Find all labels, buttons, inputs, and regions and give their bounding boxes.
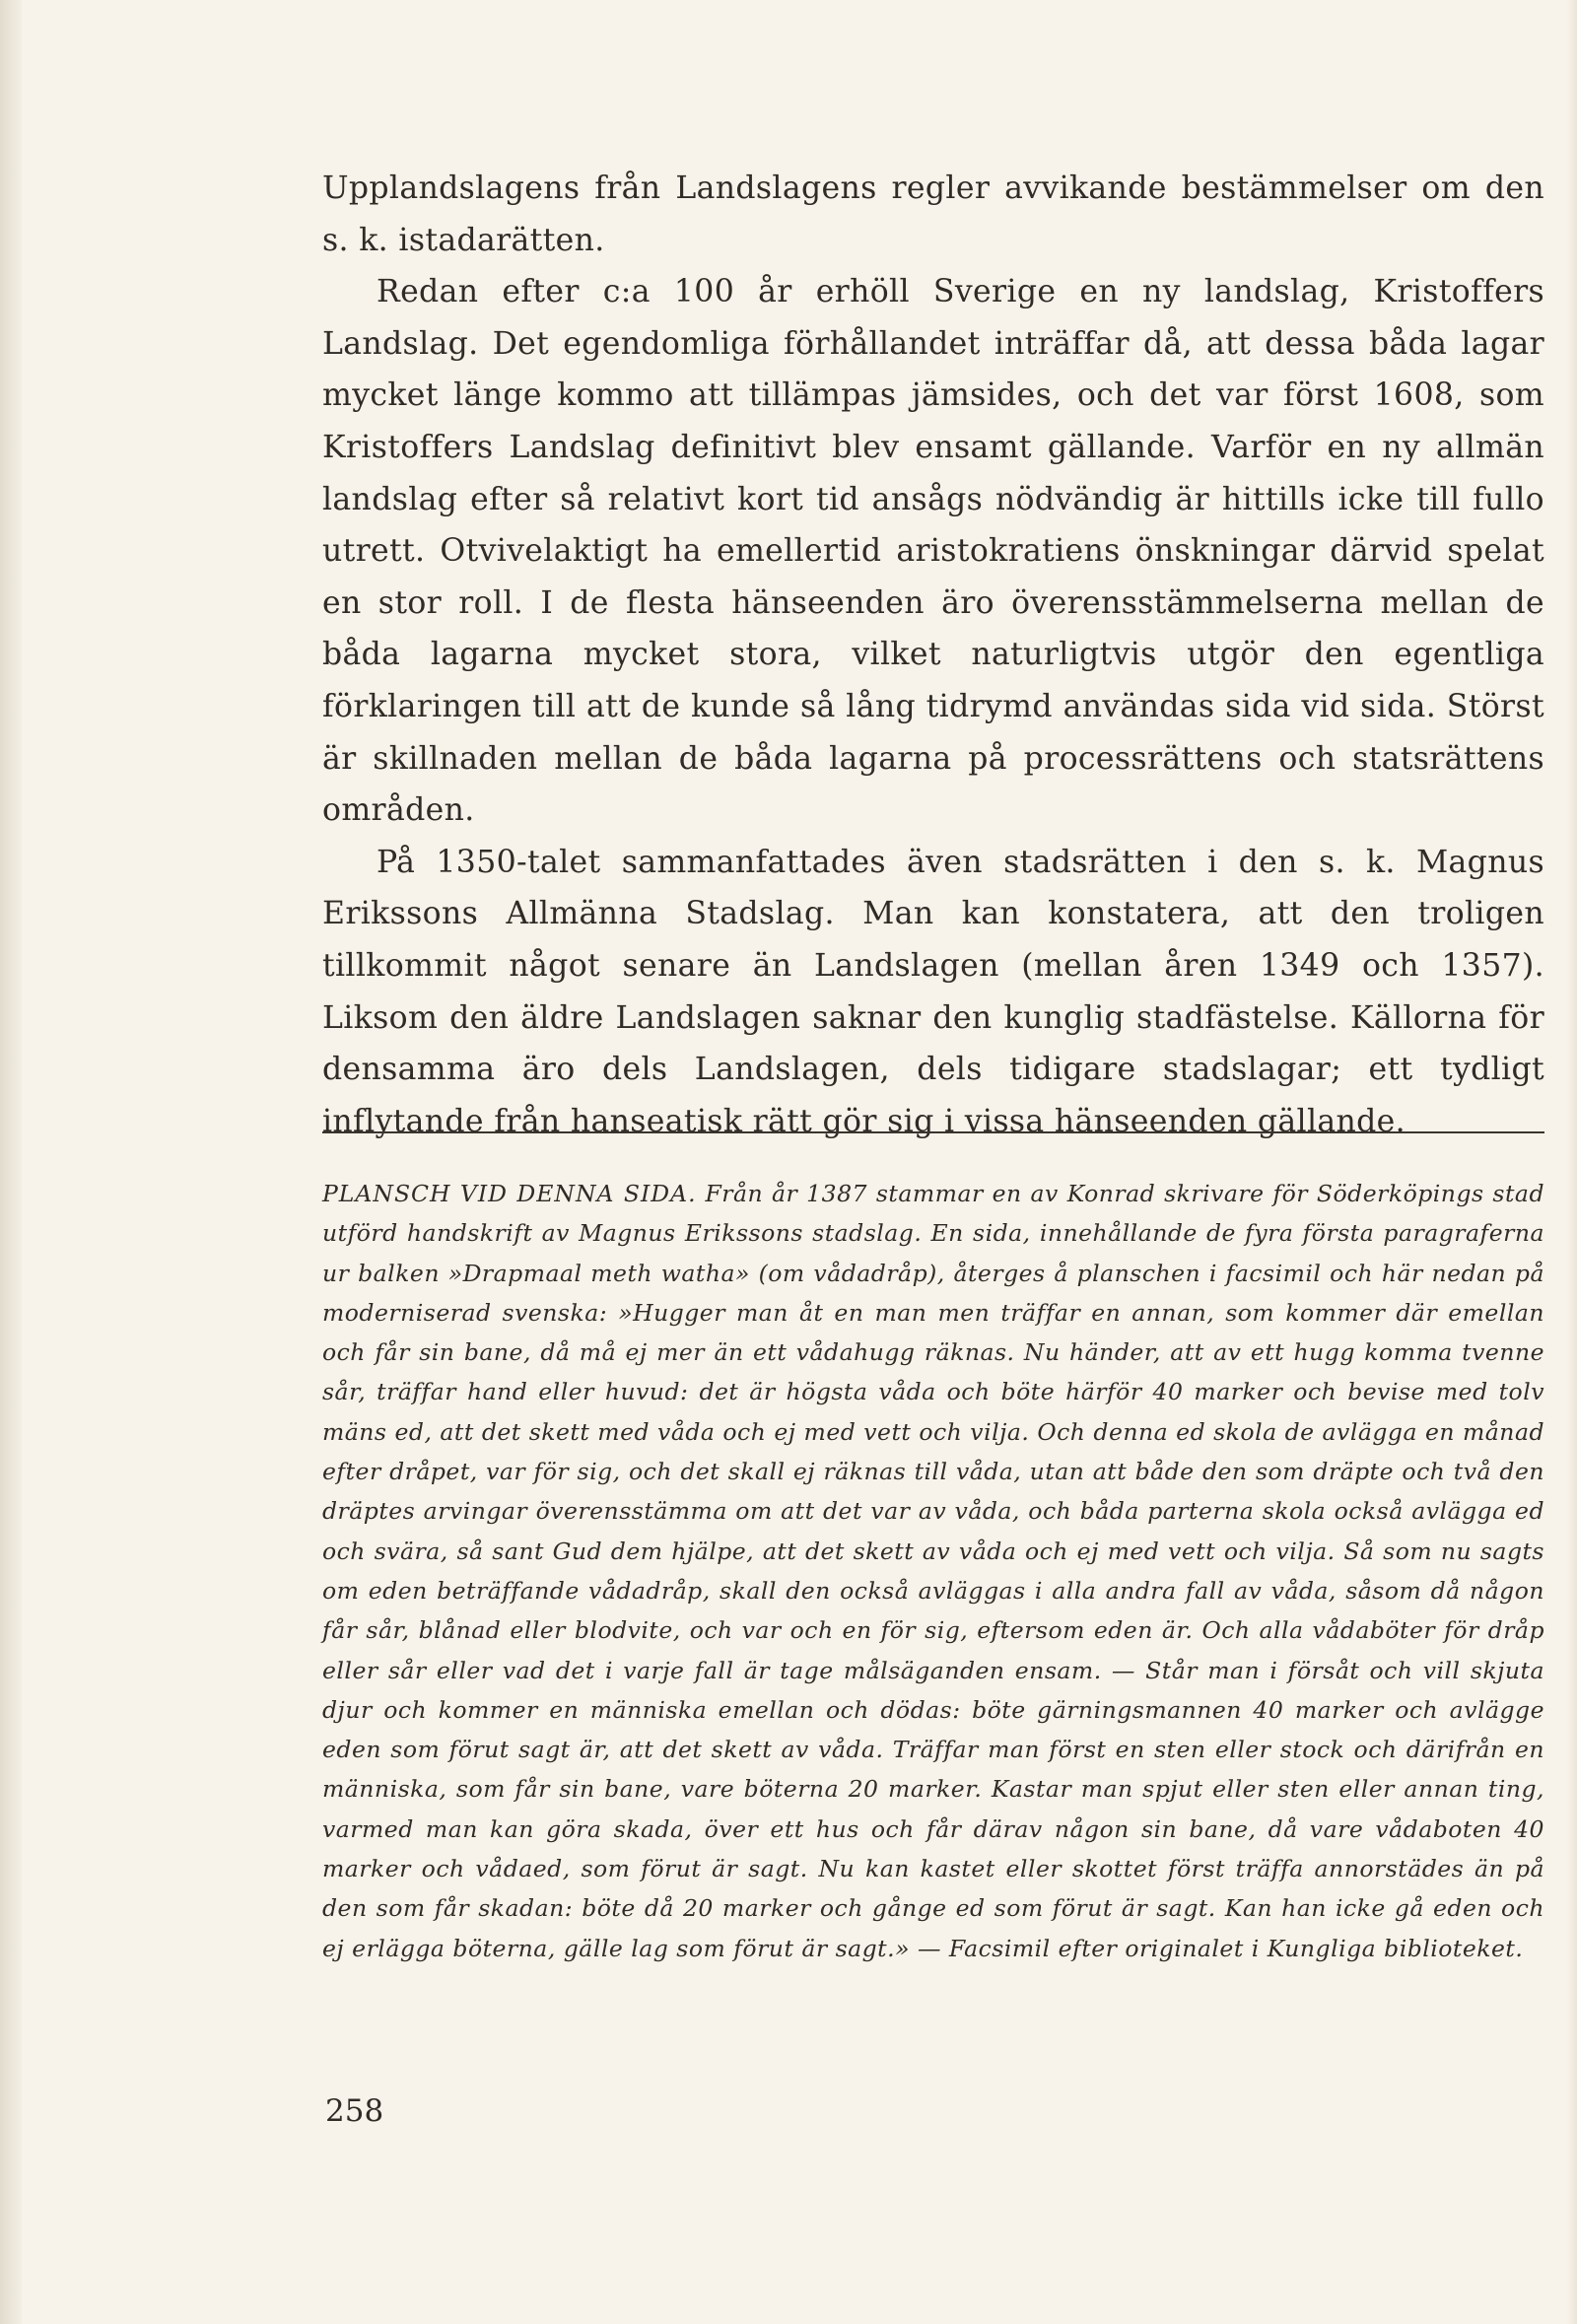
paragraph-1: Upplandslagens från Landslagens regler avvikande bestämmelser om den s. k. istadarätten. (322, 171, 1544, 258)
separator-rule (322, 1131, 1544, 1133)
paragraph-2: Redan efter c:a 100 år erhöll Sverige en ny landslag, Kristoffers Landslag. Det egendomliga förhållandet inträffar då, att dessa båda lagar mycket länge kommo att tillämpas jämsides, och det var först 1608, som Kristoffers Landslag definitivt blev ensamt gällande. Varför en ny allmän landslag efter så relativt kort tid ansågs nödvändig är hittills icke till fullo utrett. Otvivelaktigt ha emellertid aristokratiens önskningar därvid spelat en stor roll. I de flesta hänseenden äro överensstämmelserna mellan de båda lagarna mycket stora, vilket naturligtvis utgör den egentliga förklaringen till att de kunde så lång tidrymd användas sida vid sida. Störst är skillnaden mellan de båda lagarna på processrättens och statsrättens områden. (322, 274, 1544, 829)
body-text (322, 163, 1544, 1147)
page-number: 258 (325, 2093, 384, 2129)
caption-text: Från år 1387 stammar en av Konrad skrivare för Söderköpings stad utförd handskrift av Magnus Erikssons stadslag. En sida, innehållande de fyra första paragraferna ur balken »Drapmaal meth watha» (om vådadråp), återges å planschen i facsimil och här nedan på moderniserad svenska: »Hugger man åt en man men träffar en annan, som kommer där emellan och får sin bane, då må ej mer än ett vådahugg räknas. Nu händer, att av ett hugg komma tvenne sår, träffar hand eller huvud: det är högsta våda och böte härför 40 marker och bevise med tolv mäns ed, att det skett med våda och ej med vett och vilja. Och denna ed skola de avlägga en månad efter dråpet, var för sig, och det skall ej räknas till våda, utan att både den som dräpte och två den dräptes arvingar överensstämma om att det var av våda, och båda parterna skola också avlägga ed och svära, så sant Gud dem hjälpe, att det skett av våda och ej med vett och vilja. Så som nu sagts om eden beträffande vådadråp, skall den också avläggas i alla andra fall av våda, såsom då någon får sår, blånad eller blodvite, och var och en för sig, eftersom eden är. Och alla vådaböter för dråp eller sår eller vad det i varje fall är tage målsäganden ensam. — Står man i försåt och vill skjuta djur och kommer en människa emellan och dödas: böte gärningsmannen 40 marker och avlägge eden som förut sagt är, att det skett av våda. Träffar man först en sten eller stock och därifrån en människa, som får sin bane, vare böterna 20 marker. Kastar man spjut eller sten eller annan ting, varmed man kan göra skada, över ett hus och får därav någon sin bane, då vare vådaboten 40 marker och vådaed, som förut är sagt. Nu kan kastet eller skottet först träffa annorstädes än på den som får skadan: böte då 20 marker och gånge ed som förut är sagt. Kan han icke gå eden och ej erlägga böterna, gälle lag som förut är sagt.» — Facsimil efter originalet i Kungliga biblioteket. (322, 1180, 1544, 1962)
caption-lead: PLANSCH VID DENNA SIDA. (322, 1180, 697, 1207)
paragraph-3: På 1350-talet sammanfattades även stadsrätten i den s. k. Magnus Erikssons Allmänna Stadslag. Man kan konstatera, att den troligen tillkommit något senare än Landslagen (mellan åren 1349 och 1357). Liksom den äldre Landslagen saknar den kunglig stadfästelse. Källorna för densamma äro dels Landslagen, dels tidigare stadslagar; ett tydligt inflytande från hanseatisk rätt gör sig i vissa hänseenden gällande. (322, 844, 1544, 1139)
page-left-edge (0, 0, 22, 2324)
page-right-edge (1567, 0, 1577, 2324)
plate-caption (322, 1174, 1544, 1968)
